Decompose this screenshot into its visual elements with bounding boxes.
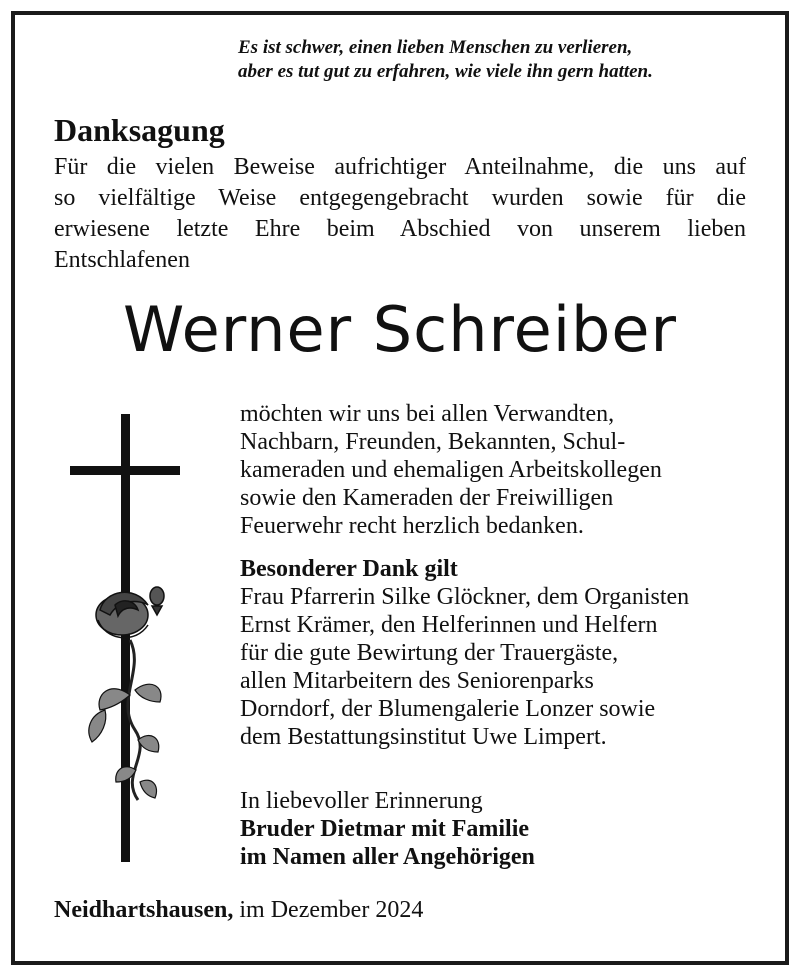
intro-line-4: Entschlafenen [54,247,190,273]
intro-paragraph [54,152,746,276]
cross-with-rose-icon [60,410,190,870]
quote-line-2: aber es tut gut zu erfahren, wie viele ihn gern hatten. [238,61,653,82]
special-thanks-line: Ernst Krämer, den Helferinnen und Helfern [240,612,658,638]
special-thanks-line: für die gute Bewirtung der Trauergäste, [240,640,619,666]
special-thanks-line: Frau Pfarrerin Silke Glöckner, dem Organisten [240,584,690,610]
page-title: Danksagung [54,112,225,148]
signature-line-2: im Namen aller Angehörigen [240,844,535,870]
intro-line-1: Für die vielen Beweise aufrichtiger Anteilnahme, die uns auf [54,154,746,180]
place-date [54,895,423,925]
intro-line-2: so vielfältige Weise entgegengebracht wurden sowie für die [54,185,746,211]
thanks-block [240,400,760,871]
date: im Dezember 2024 [239,897,424,923]
intro-line-3: erwiesene letzte Ehre beim Abschied von unserem lieben [54,216,746,242]
signature-line-1: Bruder Dietmar mit Familie [240,816,530,842]
thanks-line: Feuerwehr recht herzlich bedanken. [240,513,584,539]
special-thanks-title: Besonderer Dank gilt [240,556,458,582]
special-thanks-line: allen Mitarbeitern des Seniorenparks [240,668,594,694]
spacer [240,751,760,787]
thanks-line: Nachbarn, Freunden, Bekannten, Schul- [240,429,626,455]
deceased-name: Werner Schreiber [122,293,678,366]
opening-quote [238,36,758,84]
special-thanks-line: dem Bestattungsinstitut Uwe Limpert. [240,724,607,750]
special-thanks-line: Dorndorf, der Blumengalerie Lonzer sowie [240,696,656,722]
thanks-line: kameraden und ehemaligen Arbeitskollegen [240,457,662,483]
place: Neidhartshausen, [54,897,234,923]
spacer [240,540,760,555]
thanks-line: möchten wir uns bei allen Verwandten, [240,401,615,427]
quote-line-1: Es ist schwer, einen lieben Menschen zu verlieren, [238,37,633,58]
thanks-line: sowie den Kameraden der Freiwilligen [240,485,614,511]
signature-intro: In liebevoller Erinnerung [240,788,483,814]
